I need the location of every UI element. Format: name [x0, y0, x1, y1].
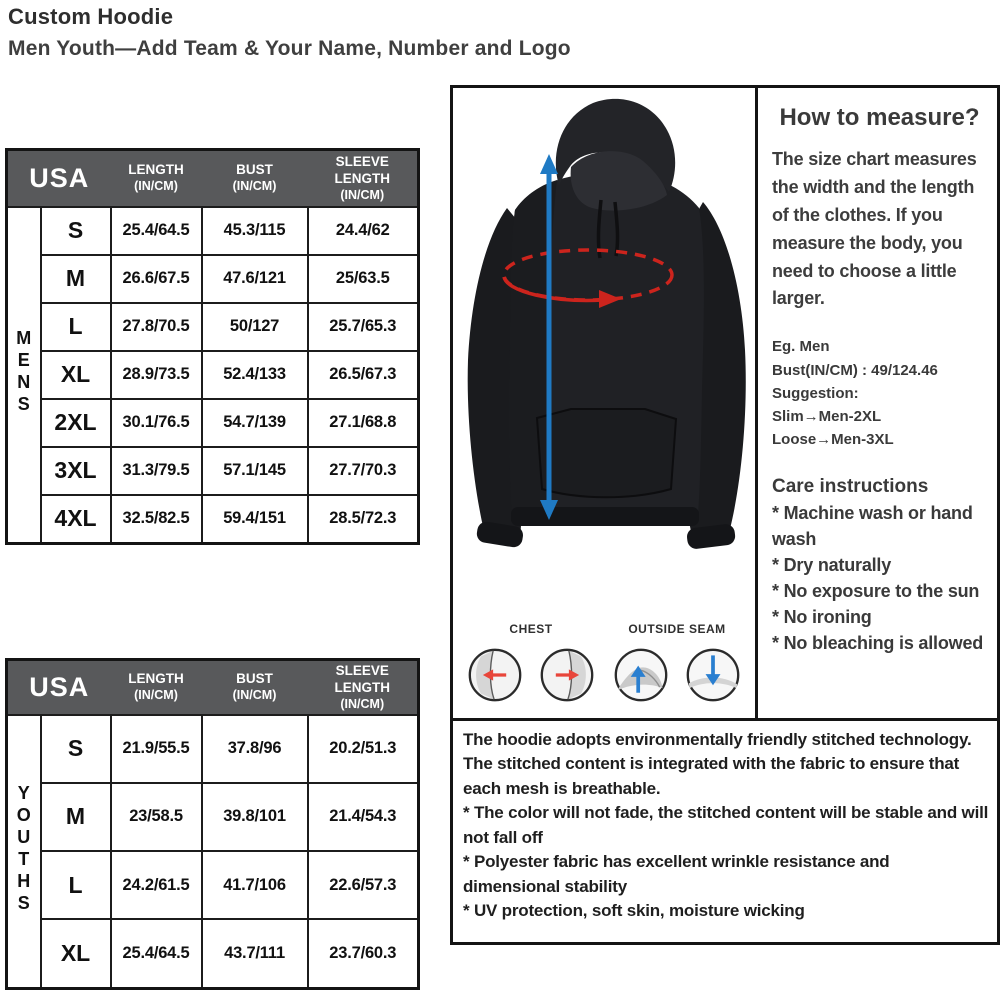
length-cell: 21.9/55.5 — [111, 715, 202, 783]
bust-cell: 47.6/121 — [202, 255, 308, 303]
mens-size-table — [5, 148, 420, 545]
care-item: * No exposure to the sun — [772, 580, 980, 601]
bust-header: BUST (IN/CM) — [202, 150, 308, 207]
size-cell: M — [41, 783, 111, 851]
outside-seam-up-icon — [613, 646, 669, 704]
length-cell: 27.8/70.5 — [111, 303, 202, 351]
outside-seam-down-icon — [685, 646, 741, 704]
table-row — [7, 255, 419, 303]
length-cell: 24.2/61.5 — [111, 851, 202, 919]
how-to-measure-panel — [758, 88, 997, 718]
chest-measure-left-icon — [467, 646, 523, 704]
bust-cell: 52.4/133 — [202, 351, 308, 399]
youths-size-table — [5, 658, 420, 990]
usa-header: USA — [7, 150, 111, 207]
size-cell: 3XL — [41, 447, 111, 495]
length-header: LENGTH (IN/CM) — [111, 150, 202, 207]
description-line: The hoodie adopts environmentally friendly stitched technology. The stitched content is integrated with the fabric to ensure that each mesh is breathable. — [463, 730, 972, 798]
page-title: Custom Hoodie — [8, 4, 174, 29]
length-cell: 26.6/67.5 — [111, 255, 202, 303]
sleeve-cell: 23.7/60.3 — [308, 919, 419, 988]
bust-cell: 37.8/96 — [202, 715, 308, 783]
size-cell: L — [41, 851, 111, 919]
sleeve-cell: 21.4/54.3 — [308, 783, 419, 851]
size-cell: S — [41, 207, 111, 255]
how-to-measure-body: The size chart measures the width and the length of the clothes. If you measure the body, you need to choose a little larger. — [772, 149, 977, 309]
size-cell: 2XL — [41, 399, 111, 447]
bust-cell: 45.3/115 — [202, 207, 308, 255]
sizing-example — [772, 335, 987, 451]
chest-label: CHEST — [509, 622, 553, 636]
measure-icons-row — [453, 622, 755, 704]
care-item: * Dry naturally — [772, 554, 892, 575]
care-item: * No bleaching is allowed — [772, 633, 984, 654]
sleeve-cell: 27.7/70.3 — [308, 447, 419, 495]
example-line: Suggestion: — [772, 384, 859, 402]
table-row — [7, 715, 419, 783]
description-line: * UV protection, soft skin, moisture wicking — [463, 901, 805, 921]
length-cell: 25.4/64.5 — [111, 207, 202, 255]
size-cell: L — [41, 303, 111, 351]
size-cell: S — [41, 715, 111, 783]
sleeve-header: SLEEVE LENGTH (IN/CM) — [308, 660, 419, 715]
sleeve-header: SLEEVE LENGTH (IN/CM) — [308, 150, 419, 207]
bust-cell: 41.7/106 — [202, 851, 308, 919]
description-line: * The color will not fade, the stitched content will be stable and will not fall off — [463, 803, 989, 847]
table-row — [7, 351, 419, 399]
usa-header: USA — [7, 660, 111, 715]
measure-panels — [450, 85, 1000, 718]
length-cell: 31.3/79.5 — [111, 447, 202, 495]
length-cell: 30.1/76.5 — [111, 399, 202, 447]
youths-vertical-label: YOUTHS — [13, 782, 34, 915]
bust-cell: 57.1/145 — [202, 447, 308, 495]
bust-header: BUST (IN/CM) — [202, 660, 308, 715]
group-label-cell — [7, 207, 41, 544]
table-row — [7, 399, 419, 447]
chest-measure-right-icon — [539, 646, 595, 704]
product-description-box — [450, 718, 1000, 945]
table-row — [7, 851, 419, 919]
table-row — [7, 783, 419, 851]
hoodie-image-panel — [453, 88, 758, 718]
outside-seam-label: OUTSIDE SEAM — [628, 622, 726, 636]
description-line: * Polyester fabric has excellent wrinkle resistance and dimensional stability — [463, 852, 890, 896]
table-row — [7, 919, 419, 988]
group-label-cell — [7, 715, 41, 989]
care-item: * No ironing — [772, 606, 872, 627]
example-line: Bust(IN/CM) : 49/124.46 — [772, 361, 938, 379]
mens-vertical-label: MENS — [13, 328, 34, 417]
care-item: * Machine wash or hand wash — [772, 502, 973, 549]
bust-cell: 59.4/151 — [202, 495, 308, 544]
size-cell: 4XL — [41, 495, 111, 544]
example-line: Loose→Men-3XL — [772, 431, 894, 449]
care-instructions — [772, 476, 987, 657]
bust-cell: 43.7/111 — [202, 919, 308, 988]
bust-cell: 39.8/101 — [202, 783, 308, 851]
sleeve-cell: 25/63.5 — [308, 255, 419, 303]
sleeve-cell: 20.2/51.3 — [308, 715, 419, 783]
sleeve-cell: 22.6/57.3 — [308, 851, 419, 919]
table-row — [7, 495, 419, 544]
size-cell: XL — [41, 919, 111, 988]
how-to-measure-heading: How to measure? — [779, 104, 980, 131]
length-cell: 23/58.5 — [111, 783, 202, 851]
size-cell: M — [41, 255, 111, 303]
table-header-row — [7, 660, 419, 715]
sleeve-cell: 28.5/72.3 — [308, 495, 419, 544]
outside-seam-icon-group — [613, 622, 741, 704]
table-row — [7, 207, 419, 255]
sleeve-cell: 25.7/65.3 — [308, 303, 419, 351]
length-cell: 32.5/82.5 — [111, 495, 202, 544]
sleeve-cell: 26.5/67.3 — [308, 351, 419, 399]
length-cell: 25.4/64.5 — [111, 919, 202, 988]
bust-cell: 54.7/139 — [202, 399, 308, 447]
size-cell: XL — [41, 351, 111, 399]
table-row — [7, 447, 419, 495]
table-row — [7, 303, 419, 351]
length-header: LENGTH (IN/CM) — [111, 660, 202, 715]
care-instructions-heading: Care instructions — [772, 475, 929, 497]
example-line: Eg. Men — [772, 338, 830, 356]
example-line: Slim→Men-2XL — [772, 408, 882, 426]
hoodie-product-image — [453, 88, 755, 593]
page-subtitle: Men Youth—Add Team & Your Name, Number and Logo — [8, 37, 571, 60]
sleeve-cell: 27.1/68.8 — [308, 399, 419, 447]
table-header-row — [7, 150, 419, 207]
chest-icon-group — [467, 622, 595, 704]
sleeve-cell: 24.4/62 — [308, 207, 419, 255]
bust-cell: 50/127 — [202, 303, 308, 351]
length-cell: 28.9/73.5 — [111, 351, 202, 399]
